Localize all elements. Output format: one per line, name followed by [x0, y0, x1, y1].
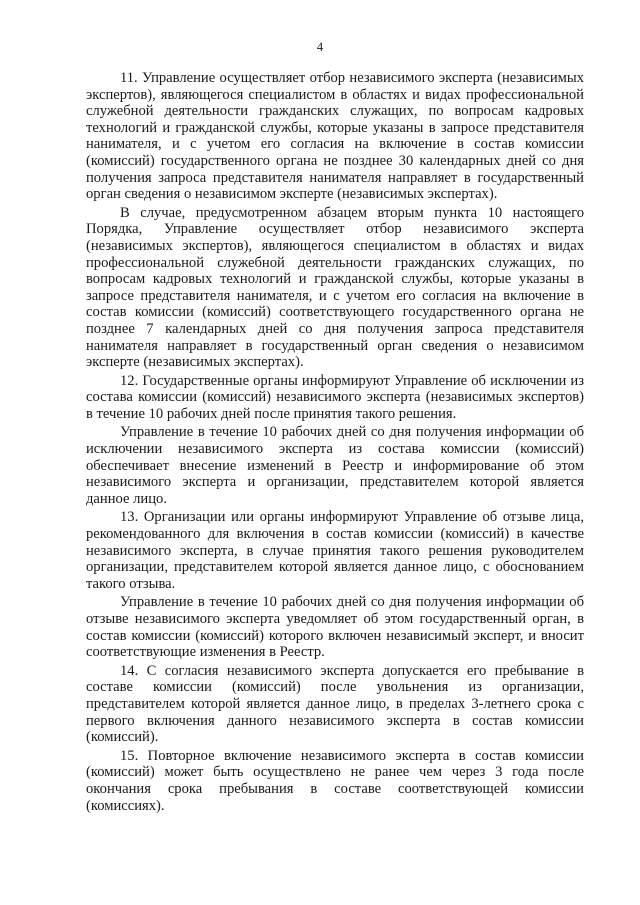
paragraph-13: 13. Организации или органы информируют Управление об отзыве лица, рекомендованного для включения в состав комиссии (комиссий) в качестве независимого эксперта, в случае принятия такого решения руководителем организации, представителем которой является данное лицо, с обоснованием такого отзыва. [86, 509, 584, 592]
document-body [86, 70, 584, 814]
paragraph-12-second: Управление в течение 10 рабочих дней со дня получения информации об исключении независимого эксперта из состава комиссии (комиссий) обеспечивает внесение изменений в Реестр и информирование об этом независимого эксперта и организации, представителем которой является данное лицо. [86, 424, 584, 507]
paragraph-14: 14. С согласия независимого эксперта допускается его пребывание в составе комиссии (комиссий) после увольнения из организации, представителем которой является данное лицо, в пределах 3-летнего срока с первого включения данного независимого эксперта в состав комиссии (комиссий). [86, 662, 584, 746]
paragraph-15: 15. Повторное включение независимого эксперта в состав комиссии (комиссий) может быть осуществлено не ранее чем через 3 года после окончания срока пребывания в составе соответствующей комиссии (комиссиях). [86, 747, 584, 814]
paragraph-12: 12. Государственные органы информируют Управление об исключении из состава комиссии (комиссий) независимого эксперта (независимых экспертов) в течение 10 рабочих дней после принятия такого решения. [86, 372, 584, 422]
paragraph-11: 11. Управление осуществляет отбор независимого эксперта (независимых экспертов), являющегося специалистом в областях и видах профессиональной служебной деятельности гражданских служащих, по вопросам кадровых технологий и гражданской службы, которые указаны в запросе представителя нанимателя, и с учетом его согласия на включение в состав комиссии (комиссий) государственного органа не позднее 30 календарных дней со дня получения запроса представителя нанимателя направляет в государственный орган сведения о независимом эксперте (независимых экспертах). [86, 70, 584, 203]
paragraph-13-second: Управление в течение 10 рабочих дней со дня получения информации об отзыве независимого эксперта уведомляет об этом государственный орган, в состав комиссии (комиссий) которого включен независимый эксперт, и вносит соответствующие изменения в Реестр. [86, 594, 584, 661]
paragraph-11-second: В случае, предусмотренном абзацем вторым пункта 10 настоящего Порядка, Управление осуществляет отбор независимого эксперта (независимых экспертов), являющегося специалистом в областях и видах профессиональной служебной деятельности гражданских служащих, по вопросам кадровых технологий и гражданской службы, которые указаны в запросе представителя нанимателя, и с учетом его согласия на включение в состав комиссии (комиссий) соответствующего государственного органа не позднее 7 календарных дней со дня получения запроса представителя нанимателя направляет в государственный орган сведения о независимом эксперте (независимых экспертах). [86, 204, 584, 371]
page-number: 4 [316, 40, 324, 54]
